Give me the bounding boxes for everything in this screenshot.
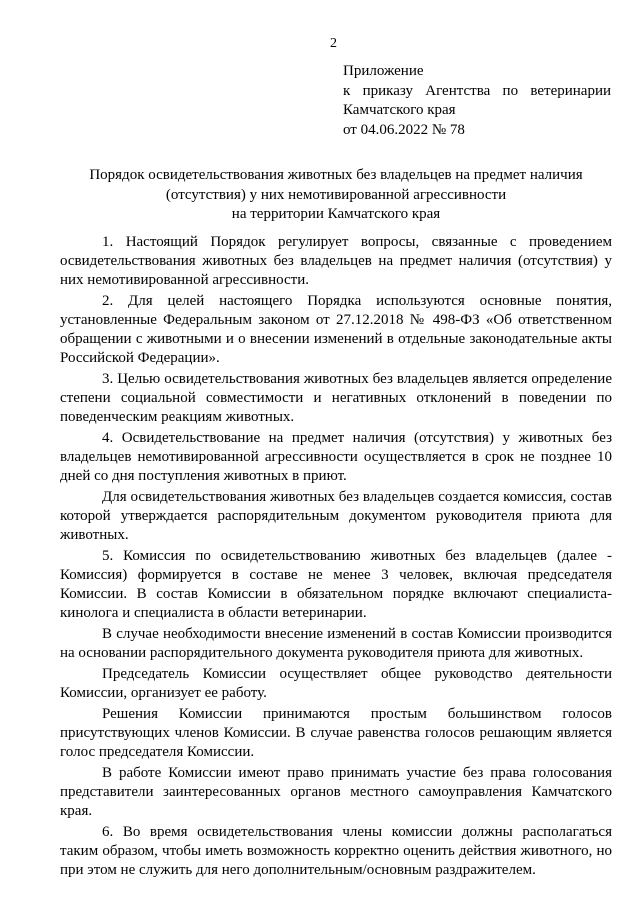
- title-line: на территории Камчатского края: [231, 206, 441, 222]
- paragraph: Председатель Комиссии осуществляет общее руководство деятельности Комиссии, организует ее работу.: [60, 666, 612, 701]
- paragraph: 1. Настоящий Порядок регулирует вопросы, связанные с проведением освидетельствования животных без владельцев на предмет наличия (отсутствия) у них немотивированной агрессивности.: [60, 234, 612, 288]
- appendix-date-number: от 04.06.2022 № 78: [343, 121, 465, 138]
- paragraph: Для освидетельствования животных без владельцев создается комиссия, состав которой утверждается распорядительным документом руководителя приюта для животных.: [60, 489, 612, 543]
- document-body: [60, 233, 612, 880]
- page-number: 2: [330, 36, 337, 51]
- paragraph: 6. Во время освидетельствования члены комиссии должны располагаться таким образом, чтобы иметь возможность корректно оценить действия животного, но при этом не служить для него дополнительным/основным раздражителем.: [60, 824, 612, 878]
- appendix-header: [343, 62, 611, 140]
- paragraph: 5. Комиссия по освидетельствованию животных без владельцев (далее - Комиссия) формируется в составе не менее 3 человек, включая председателя Комиссии. В состав Комиссии в обязательном порядке включают специалиста-кинолога и специалиста в области ветеринарии.: [60, 548, 612, 621]
- paragraph: 2. Для целей настоящего Порядка используются основные понятия, установленные Федеральным законом от 27.12.2018 № 498-ФЗ «Об ответственном обращении с животными и о внесении изменений в отдельные законодательные акты Российской Федерации».: [60, 293, 612, 366]
- document-title: [60, 166, 612, 225]
- paragraph: 3. Целью освидетельствования животных без владельцев является определение степени социальной совместимости и негативных отклонений в поведении по поведенческим реакциям животных.: [60, 371, 612, 425]
- appendix-label: Приложение: [343, 63, 424, 79]
- title-line: Порядок освидетельствования животных без владельцев на предмет наличия: [89, 167, 583, 183]
- paragraph: Решения Комиссии принимаются простым большинством голосов присутствующих членов Комиссии. В случае равенства голосов решающим является голос председателя Комиссии.: [60, 706, 612, 760]
- appendix-order-reference: к приказу Агентства по ветеринарии: [343, 82, 611, 99]
- title-line: (отсутствия) у них немотивированной агрессивности: [165, 186, 507, 203]
- paragraph: 4. Освидетельствование на предмет наличия (отсутствия) у животных без владельцев немотивированной агрессивности осуществляется в срок не позднее 10 дней со дня поступления животных в приют.: [60, 430, 612, 484]
- appendix-region: Камчатского края: [343, 102, 456, 118]
- paragraph: В случае необходимости внесение изменений в состав Комиссии производится на основании распорядительного документа руководителя приюта для животных.: [60, 626, 612, 661]
- paragraph: В работе Комиссии имеют право принимать участие без права голосования представители заинтересованных органов местного самоуправления Камчатского края.: [60, 765, 612, 819]
